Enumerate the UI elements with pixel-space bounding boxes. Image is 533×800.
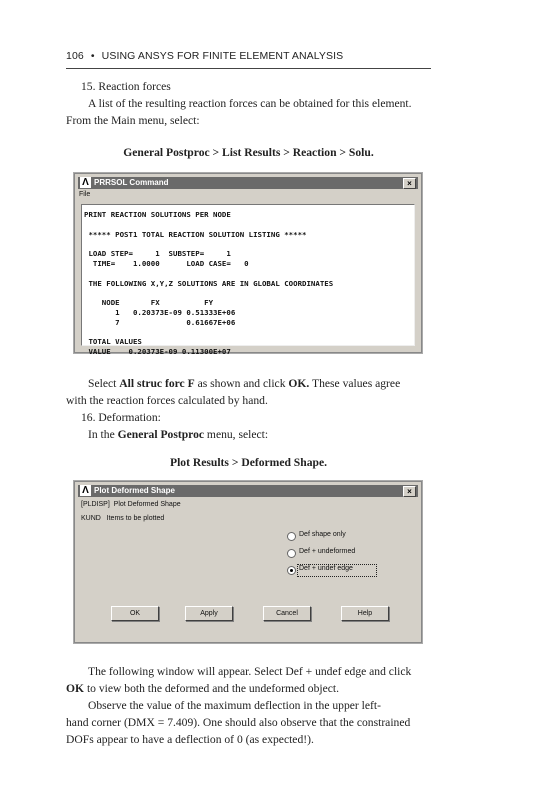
section-15-command: General Postproc > List Results > Reaction > Solu. bbox=[123, 146, 374, 159]
console-line bbox=[84, 239, 333, 249]
apply-button[interactable]: Apply bbox=[185, 606, 233, 621]
help-button[interactable]: Help bbox=[341, 606, 389, 621]
section-15-line-2: From the Main menu, select: bbox=[66, 114, 200, 127]
final-line-4: hand corner (DMX = 7.409). One should also observe that the constrained bbox=[66, 716, 411, 729]
cancel-button[interactable]: Cancel bbox=[263, 606, 311, 621]
section-16-text-b: menu, select: bbox=[204, 428, 269, 441]
final-line-2 bbox=[66, 680, 339, 697]
header-bullet: • bbox=[90, 50, 95, 62]
select-paragraph-line-2: with the reaction forces calculated by hand. bbox=[66, 394, 268, 407]
prrsol-output-console bbox=[81, 204, 415, 357]
console-line: LOAD STEP= 1 SUBSTEP= 1 bbox=[84, 249, 231, 259]
close-icon[interactable]: × bbox=[403, 178, 416, 189]
section-16-command: Plot Results > Deformed Shape. bbox=[170, 456, 327, 469]
running-title: USING ANSYS FOR FINITE ELEMENT ANALYSIS bbox=[101, 50, 344, 62]
console-line bbox=[84, 328, 333, 338]
section-16-line bbox=[88, 426, 268, 443]
prrsol-output-text bbox=[84, 210, 333, 357]
select-paragraph-line-1 bbox=[88, 375, 400, 392]
console-line bbox=[84, 220, 333, 230]
console-line: NODE FX FY bbox=[84, 298, 214, 308]
console-line bbox=[84, 288, 333, 298]
console-line: TOTAL VALUES bbox=[84, 337, 142, 347]
radio-label-def-plus-undeformed: Def + undeformed bbox=[299, 548, 356, 555]
header-rule bbox=[66, 68, 431, 69]
select-option-name: All struc forc F bbox=[119, 377, 195, 390]
final-ok: OK bbox=[66, 682, 85, 695]
ansys-logo-icon: Λ bbox=[80, 485, 91, 496]
console-line: TIME= 1.0000 LOAD CASE= 0 bbox=[84, 258, 249, 268]
pldisp-titlebar bbox=[78, 485, 418, 497]
final-line-2-rest: to view both the deformed and the undeformed object. bbox=[84, 682, 340, 695]
section-16-bold: General Postproc bbox=[117, 428, 205, 441]
radio-label-def-shape-only: Def shape only bbox=[299, 531, 346, 538]
select-text-a: Select bbox=[88, 377, 120, 390]
section-15-line-1: A list of the resulting reaction forces can be obtained for this element. bbox=[88, 97, 412, 110]
prrsol-title: PRRSOL Command bbox=[94, 178, 169, 187]
pldisp-title: Plot Deformed Shape bbox=[94, 486, 175, 495]
radio-label-def-plus-undef-edge: Def + undef edge bbox=[299, 565, 353, 572]
select-ok: OK. bbox=[288, 377, 310, 390]
ansys-logo-icon: Λ bbox=[80, 177, 91, 188]
menu-file[interactable]: File bbox=[79, 191, 91, 198]
console-line: ***** POST1 TOTAL REACTION SOLUTION LISTING ***** bbox=[84, 229, 307, 239]
section-16-heading: 16. Deformation: bbox=[81, 411, 161, 424]
section-16-text-a: In the bbox=[88, 428, 118, 441]
radio-def-plus-undeformed[interactable] bbox=[287, 549, 296, 558]
ok-button[interactable]: OK bbox=[111, 606, 159, 621]
console-line: THE FOLLOWING X,Y,Z SOLUTIONS ARE IN GLOBAL COORDINATES bbox=[84, 278, 334, 288]
final-line-1: The following window will appear. Select Def + undef edge and click bbox=[88, 665, 412, 678]
final-line-3: Observe the value of the maximum deflection in the upper left- bbox=[88, 699, 381, 712]
final-line-5: DOFs appear to have a deflection of 0 (as expected!). bbox=[66, 733, 314, 746]
select-text-c: These values agree bbox=[309, 377, 401, 390]
prrsol-command-window bbox=[74, 173, 422, 357]
page-number: 106 bbox=[66, 50, 84, 62]
console-line: 1 0.20373E-09 0.51333E+06 bbox=[84, 307, 236, 317]
pldisp-command-label: [PLDISP] Plot Deformed Shape bbox=[81, 501, 181, 508]
console-line bbox=[84, 269, 333, 279]
console-line: VALUE 0.20373E-09 0.11300E+07 bbox=[84, 347, 231, 357]
running-header bbox=[66, 50, 343, 62]
kund-label: KUND Items to be plotted bbox=[81, 515, 165, 522]
close-icon[interactable]: × bbox=[403, 486, 416, 497]
plot-deformed-shape-dialog bbox=[74, 481, 422, 643]
radio-def-shape-only[interactable] bbox=[287, 532, 296, 541]
section-15-heading: 15. Reaction forces bbox=[81, 80, 171, 93]
console-line: 7 0.61667E+06 bbox=[84, 317, 236, 327]
radio-def-plus-undef-edge[interactable] bbox=[287, 566, 296, 575]
console-line: PRINT REACTION SOLUTIONS PER NODE bbox=[84, 210, 231, 219]
select-text-b: as shown and click bbox=[194, 377, 289, 390]
prrsol-titlebar bbox=[78, 177, 418, 189]
